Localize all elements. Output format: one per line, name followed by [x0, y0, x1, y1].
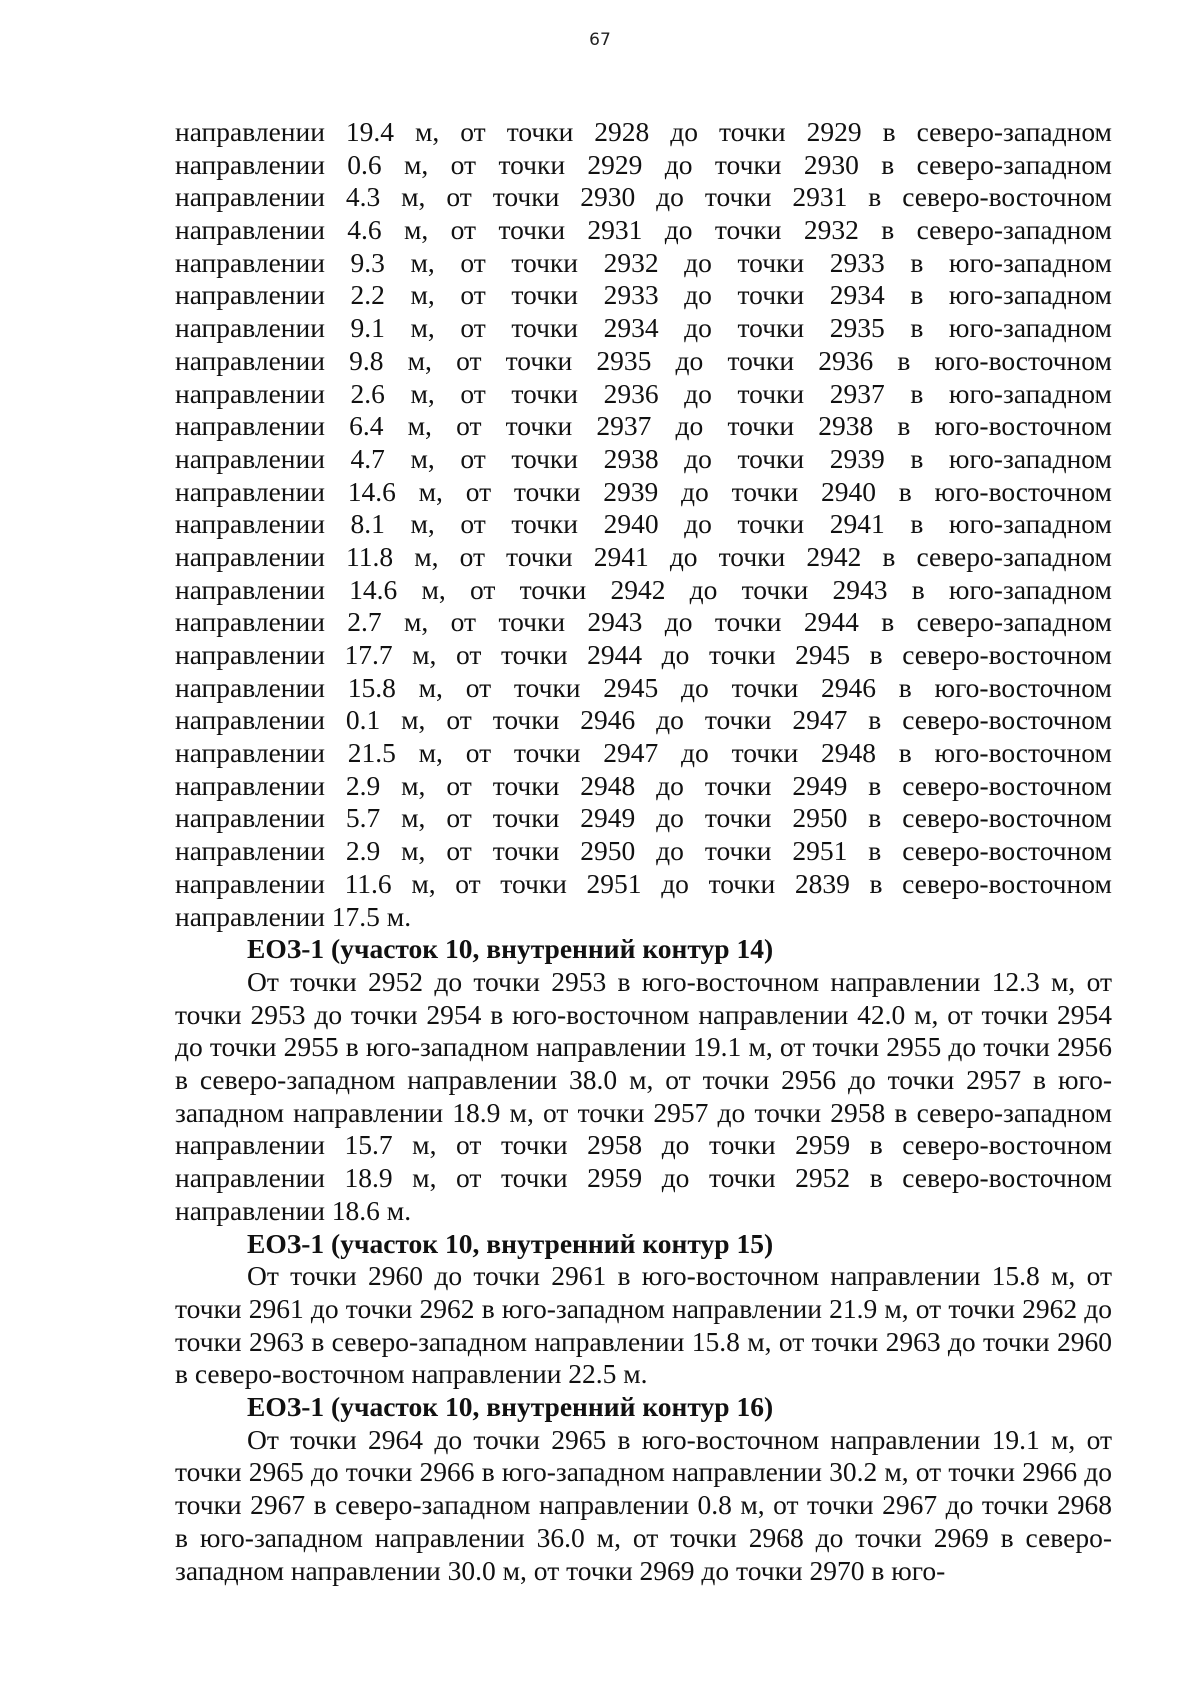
segment-word: м,	[410, 246, 435, 278]
segment-word: точки	[506, 540, 573, 572]
segment-word: м,	[421, 573, 446, 605]
segment-word: до	[684, 312, 712, 344]
segment-word: от	[456, 344, 482, 376]
segment-line	[175, 345, 1112, 378]
segment-word: 2944	[803, 606, 859, 638]
segment-word: м,	[418, 737, 443, 769]
segment-word: точки	[704, 802, 772, 834]
segment-word: точки	[511, 377, 578, 409]
segment-word: 2934	[829, 279, 885, 311]
segment-line	[175, 639, 1112, 672]
segment-line	[175, 410, 1112, 443]
segment-word: от	[460, 377, 486, 409]
segment-word: 14.6	[349, 573, 398, 605]
segment-word: от	[450, 606, 477, 638]
segment-word: направлении	[175, 573, 325, 605]
segment-word: юго-западном	[948, 377, 1112, 409]
segment-word: 2942	[806, 540, 862, 572]
segment-word: 2.9	[345, 769, 381, 801]
segment-word: м,	[410, 279, 435, 311]
segment-word: точки	[708, 867, 776, 899]
segment-word: точки	[731, 475, 799, 507]
segment-word: северо-западном	[916, 540, 1112, 572]
segment-word: в	[898, 671, 912, 703]
segment-word: м,	[410, 442, 435, 474]
segment-word: 2947	[603, 737, 659, 769]
segment-word: в	[910, 442, 924, 474]
segment-word: 2932	[603, 246, 659, 278]
segment-word: точки	[704, 835, 772, 867]
section-heading-contour-16: ЕОЗ-1 (участок 10, внутренний контур 16)	[247, 1391, 774, 1422]
segment-word: направлении	[175, 344, 325, 376]
segment-word: направлении	[175, 639, 325, 670]
segment-word: до	[656, 769, 684, 801]
segment-word: до	[664, 148, 693, 180]
segment-line	[175, 672, 1112, 705]
segment-last-line-text: направлении 17.5 м.	[175, 900, 412, 932]
segment-word: 9.1	[350, 312, 385, 344]
segment-word: в	[869, 867, 883, 899]
segment-word: юго-западном	[948, 246, 1112, 278]
segment-word: 2929	[806, 116, 862, 147]
segment-word: направлении	[175, 246, 325, 278]
segment-word: м,	[414, 540, 439, 572]
segment-word: направлении	[175, 410, 325, 442]
segment-word: 2951	[586, 867, 642, 899]
segment-word: точки	[492, 704, 560, 736]
segment-word: в	[897, 344, 911, 376]
segment-word: 9.3	[350, 246, 385, 278]
segment-word: направлении	[175, 769, 325, 801]
segment-word: от	[456, 410, 482, 442]
segment-line	[175, 378, 1112, 411]
segment-word: до	[656, 802, 684, 834]
segment-word: 2947	[792, 704, 848, 736]
segment-word: точки	[492, 835, 560, 867]
segment-word: м,	[401, 181, 426, 213]
segment-word: от	[460, 508, 486, 540]
segment-word: 2839	[794, 867, 850, 899]
segment-word: 2928	[594, 116, 650, 147]
segment-word: 2931	[792, 181, 848, 213]
segment-word: от	[465, 737, 492, 769]
segment-word: 2949	[792, 769, 848, 801]
segment-word: юго-восточном	[934, 737, 1112, 769]
segment-word: точки	[492, 769, 560, 801]
segment-line	[175, 835, 1112, 868]
segment-word: юго-западном	[948, 508, 1112, 540]
segment-word: точки	[714, 214, 782, 246]
segment-line	[175, 868, 1112, 901]
segment-word: в	[910, 508, 924, 540]
segment-word: от	[450, 214, 477, 246]
segment-word: 2.2	[350, 279, 385, 311]
segment-word: направлении	[175, 802, 325, 834]
segment-word: в	[898, 475, 912, 507]
segment-word: в	[911, 573, 925, 605]
segment-word: от	[465, 475, 492, 507]
segment-word: 6.4	[349, 410, 384, 442]
segment-word: до	[681, 475, 709, 507]
segment-word: юго-западном	[948, 312, 1112, 344]
segment-line	[175, 247, 1112, 280]
segment-word: от	[460, 246, 486, 278]
segment-word: до	[675, 410, 704, 442]
segment-word: точки	[492, 181, 560, 213]
segment-word: юго-восточном	[934, 671, 1112, 703]
segment-word: до	[664, 606, 693, 638]
segment-word: точки	[719, 116, 786, 147]
segment-line	[175, 574, 1112, 607]
segment-word: 2946	[820, 671, 876, 703]
segment-word: 2930	[580, 181, 636, 213]
segment-word: 2951	[792, 835, 848, 867]
segment-word: юго-восточном	[934, 475, 1112, 507]
segment-word: точки	[708, 639, 776, 670]
segment-word: направлении	[175, 835, 325, 867]
segment-word: м,	[401, 769, 426, 801]
segment-word: точки	[737, 442, 805, 474]
segment-line	[175, 476, 1112, 509]
segment-word: от	[446, 835, 472, 867]
segment-word: точки	[505, 410, 573, 442]
segment-word: точки	[737, 279, 805, 311]
segment-word: направлении	[175, 442, 325, 474]
segment-word: 2942	[610, 573, 666, 605]
document-body	[175, 116, 1112, 1587]
segment-word: 2939	[603, 475, 659, 507]
segment-word: северо-восточном	[902, 867, 1112, 899]
section-heading-contour-15: ЕОЗ-1 (участок 10, внутренний контур 15)	[247, 1227, 774, 1259]
segment-word: в	[910, 279, 924, 311]
segment-word: 2950	[580, 835, 636, 867]
segment-line	[175, 606, 1112, 639]
segment-word: м,	[412, 639, 437, 670]
segment-word: точки	[511, 508, 578, 540]
segment-word: от	[446, 181, 472, 213]
segment-word: в	[868, 802, 882, 834]
segment-word: 2950	[792, 802, 848, 834]
segment-word: до	[689, 573, 718, 605]
segment-word: м,	[407, 344, 432, 376]
segment-word: точки	[513, 475, 581, 507]
segment-word: 2946	[580, 704, 636, 736]
segment-word: точки	[718, 540, 786, 572]
segment-word: северо-восточном	[902, 181, 1112, 213]
segment-word: до	[669, 540, 698, 572]
segment-word: северо-восточном	[902, 704, 1112, 736]
segment-word: точки	[498, 148, 566, 180]
segment-word: от	[460, 442, 486, 474]
segment-line	[175, 443, 1112, 476]
segment-word: точки	[704, 769, 772, 801]
segment-word: в	[868, 181, 882, 213]
segment-word: 2930	[803, 148, 859, 180]
section-text-contour-16: От точки 2964 до точки 2965 в юго-восточном направлении 19.1 м, от точки 2965 до точки 2966 в юго-западном направлении 30.2 м, от точки 2966 до точки 2967 в северо-западном направлении 0.8 м, от точки 2967 до точки 2968 в юго-западном направлении 36.0 м, от точки 2968 до точки 2969 в северо-западном направлении 30.0 м, от точки 2969 до точки 2970 в юго-	[175, 1423, 1112, 1586]
segment-word: точки	[741, 573, 809, 605]
segment-line	[175, 541, 1112, 574]
segment-word: 2937	[829, 377, 885, 409]
segment-word: 19.4	[345, 116, 395, 147]
segment-word: точки	[498, 214, 566, 246]
segment-word: до	[684, 377, 712, 409]
segment-word: до	[661, 639, 690, 670]
segment-word: направлении	[175, 737, 325, 769]
segment-word: до	[684, 279, 712, 311]
segment-line	[175, 704, 1112, 737]
segment-word: в	[881, 606, 895, 638]
segment-word: м,	[410, 312, 435, 344]
segment-word: точки	[511, 279, 578, 311]
segment-word: 15.8	[347, 671, 396, 703]
segment-word: м,	[418, 475, 443, 507]
segment-word: 2943	[832, 573, 888, 605]
section-text-contour-14: От точки 2952 до точки 2953 в юго-восточном направлении 12.3 м, от точки 2953 до точки 2954 в юго-восточном направлении 42.0 м, от точки 2954 до точки 2955 в юго-западном направлении 19.1 м, от точки 2955 до точки 2956 в северо-западном направлении 38.0 м, от точки 2956 до точки 2957 в юго-западном направлении 18.9 м, от точки 2957 до точки 2958 в северо-западном направлении 15.7 м, от точки 2958 до точки 2959 в северо-восточном направлении 18.9 м, от точки 2959 до точки 2952 в северо-восточном направлении 18.6 м.	[175, 965, 1112, 1226]
segment-word: направлении	[175, 116, 325, 147]
segment-word: до	[681, 671, 709, 703]
segment-word: 2949	[580, 802, 636, 834]
segment-word: точки	[731, 737, 799, 769]
segment-word: 2945	[603, 671, 659, 703]
segment-word: до	[670, 116, 699, 147]
segment-word: точки	[511, 442, 578, 474]
segment-word: 14.6	[347, 475, 396, 507]
segment-word: точки	[500, 639, 568, 670]
segment-word: м,	[418, 671, 443, 703]
segment-word: точки	[519, 573, 587, 605]
segment-word: в	[868, 704, 882, 736]
segment-word: точки	[500, 867, 567, 899]
segment-word: 0.6	[347, 148, 382, 180]
segment-word: 2941	[593, 540, 649, 572]
segment-word: 2943	[587, 606, 643, 638]
segment-line	[175, 802, 1112, 835]
segment-word: до	[664, 214, 693, 246]
segment-word: точки	[737, 377, 805, 409]
segment-word: направлении	[175, 181, 325, 213]
segment-word: точки	[704, 704, 772, 736]
segment-word: до	[684, 508, 712, 540]
segment-word: до	[661, 867, 689, 899]
segment-word: от	[460, 279, 486, 311]
segment-word: 2948	[580, 769, 636, 801]
segment-word: юго-восточном	[934, 344, 1112, 376]
segment-word: точки	[731, 671, 799, 703]
segment-word: от	[460, 116, 486, 147]
segment-word: 4.3	[345, 181, 381, 213]
segment-word: направлении	[175, 867, 325, 899]
segment-word: юго-восточном	[934, 410, 1112, 442]
segment-line	[175, 770, 1112, 803]
segment-word: точки	[498, 606, 566, 638]
segment-word: м,	[411, 867, 436, 899]
segment-word: 2938	[818, 410, 874, 442]
segment-word: точки	[511, 312, 578, 344]
segment-word: м,	[404, 214, 429, 246]
section-heading-contour-14: ЕОЗ-1 (участок 10, внутренний контур 14)	[247, 933, 774, 965]
segment-word: 17.7	[344, 639, 393, 670]
segment-word: направлении	[175, 606, 325, 638]
segment-word: от	[459, 540, 485, 572]
segment-word: направлении	[175, 540, 325, 572]
segment-word: северо-западном	[916, 214, 1112, 246]
page-number: 67	[589, 30, 611, 50]
segment-word: северо-западном	[916, 148, 1112, 180]
segment-word: 2940	[603, 508, 659, 540]
segment-line	[175, 181, 1112, 214]
segment-word: от	[470, 573, 496, 605]
segment-word: юго-западном	[948, 442, 1112, 474]
segment-word: направлении	[175, 214, 325, 246]
segment-word: в	[910, 377, 924, 409]
segment-word: до	[656, 704, 684, 736]
segment-word: 9.8	[349, 344, 384, 376]
segment-word: в	[897, 410, 911, 442]
segment-word: 11.8	[346, 540, 394, 572]
segment-word: до	[656, 835, 684, 867]
segment-word: 2.6	[350, 377, 385, 409]
segment-word: 2939	[829, 442, 885, 474]
segment-word: 2935	[829, 312, 885, 344]
segment-word: от	[455, 639, 482, 670]
segment-word: направлении	[175, 671, 325, 703]
segment-word: 21.5	[347, 737, 396, 769]
segment-word: в	[910, 312, 924, 344]
segment-word: точки	[492, 802, 560, 834]
segment-word: 2940	[820, 475, 876, 507]
segment-line	[175, 116, 1112, 149]
segment-word: 2932	[803, 214, 859, 246]
segment-line	[175, 508, 1112, 541]
segment-word: м,	[410, 377, 435, 409]
segment-word: м,	[401, 802, 426, 834]
segment-word: в	[868, 769, 882, 801]
segment-word: юго-западном	[948, 573, 1112, 605]
segment-word: от	[455, 867, 481, 899]
segment-word: до	[681, 737, 709, 769]
segment-word: точки	[737, 246, 805, 278]
segment-word: 2.9	[345, 835, 381, 867]
segment-word: в	[882, 116, 896, 147]
segment-line	[175, 737, 1112, 770]
segment-word: до	[675, 344, 704, 376]
segment-line	[175, 214, 1112, 247]
segment-word: точки	[513, 671, 581, 703]
segment-word: 2929	[587, 148, 643, 180]
segment-word: точки	[714, 148, 782, 180]
segment-word: 2938	[603, 442, 659, 474]
segment-word: от	[450, 148, 477, 180]
segment-word: м,	[410, 508, 435, 540]
segment-word: 2.7	[347, 606, 382, 638]
segment-list	[175, 116, 1112, 901]
segment-word: 2941	[829, 508, 885, 540]
segment-last-line	[175, 901, 1112, 934]
segment-word: 2934	[603, 312, 659, 344]
segment-word: 8.1	[350, 508, 385, 540]
segment-word: 4.6	[347, 214, 382, 246]
segment-word: м,	[404, 606, 429, 638]
segment-word: точки	[506, 116, 574, 147]
segment-line	[175, 279, 1112, 312]
segment-word: направлении	[175, 148, 325, 180]
segment-word: м,	[401, 704, 426, 736]
segment-word: в	[882, 540, 896, 572]
segment-word: до	[656, 181, 684, 213]
segment-word: юго-западном	[948, 279, 1112, 311]
segment-word: северо-западном	[916, 116, 1112, 147]
segment-word: точки	[714, 606, 782, 638]
segment-word: 2936	[603, 377, 659, 409]
segment-word: 2937	[596, 410, 652, 442]
segment-word: 2935	[596, 344, 652, 376]
segment-word: направлении	[175, 377, 325, 409]
segment-word: направлении	[175, 508, 325, 540]
segment-word: направлении	[175, 279, 325, 311]
segment-word: 2931	[587, 214, 643, 246]
segment-word: точки	[727, 344, 795, 376]
segment-word: м,	[407, 410, 432, 442]
segment-word: 2933	[829, 246, 885, 278]
segment-word: 2948	[820, 737, 876, 769]
segment-word: точки	[505, 344, 573, 376]
segment-word: от	[460, 312, 486, 344]
segment-word: точки	[704, 181, 772, 213]
segment-word: от	[465, 671, 492, 703]
segment-word: северо-западном	[916, 606, 1112, 638]
segment-word: направлении	[175, 475, 325, 507]
segment-word: от	[446, 769, 472, 801]
segment-word: в	[910, 246, 924, 278]
segment-word: направлении	[175, 312, 325, 344]
segment-word: 0.1	[345, 704, 381, 736]
segment-word: северо-восточном	[902, 835, 1112, 867]
segment-word: точки	[727, 410, 795, 442]
segment-line	[175, 312, 1112, 345]
segment-word: в	[869, 639, 883, 670]
segment-word: точки	[737, 312, 805, 344]
segment-word: в	[881, 148, 895, 180]
segment-word: до	[684, 246, 712, 278]
segment-word: 11.6	[344, 867, 392, 899]
segment-word: м,	[401, 835, 426, 867]
segment-word: северо-восточном	[902, 802, 1112, 834]
segment-word: 2945	[795, 639, 851, 670]
segment-word: м,	[404, 148, 429, 180]
segment-word: 2944	[587, 639, 643, 670]
segment-line	[175, 149, 1112, 182]
segment-word: 2933	[603, 279, 659, 311]
segment-word: в	[868, 835, 882, 867]
segment-word: м,	[415, 116, 440, 147]
segment-word: от	[446, 704, 472, 736]
segment-word: 2936	[818, 344, 874, 376]
segment-word: до	[684, 442, 712, 474]
segment-word: северо-восточном	[902, 769, 1112, 801]
segment-word: в	[881, 214, 895, 246]
segment-word: северо-восточном	[902, 639, 1112, 670]
segment-word: точки	[511, 246, 578, 278]
segment-word: точки	[513, 737, 581, 769]
section-text-contour-15: От точки 2960 до точки 2961 в юго-восточном направлении 15.8 м, от точки 2961 до точки 2962 в юго-западном направлении 21.9 м, от точки 2962 до точки 2963 в северо-западном направлении 15.8 м, от точки 2963 до точки 2960 в северо-восточном направлении 22.5 м.	[175, 1260, 1112, 1390]
segment-word: в	[898, 737, 912, 769]
segment-word: 4.7	[350, 442, 385, 474]
segment-word: от	[446, 802, 472, 834]
segment-word: 5.7	[345, 802, 381, 834]
segment-word: точки	[737, 508, 805, 540]
segment-word: направлении	[175, 704, 325, 736]
